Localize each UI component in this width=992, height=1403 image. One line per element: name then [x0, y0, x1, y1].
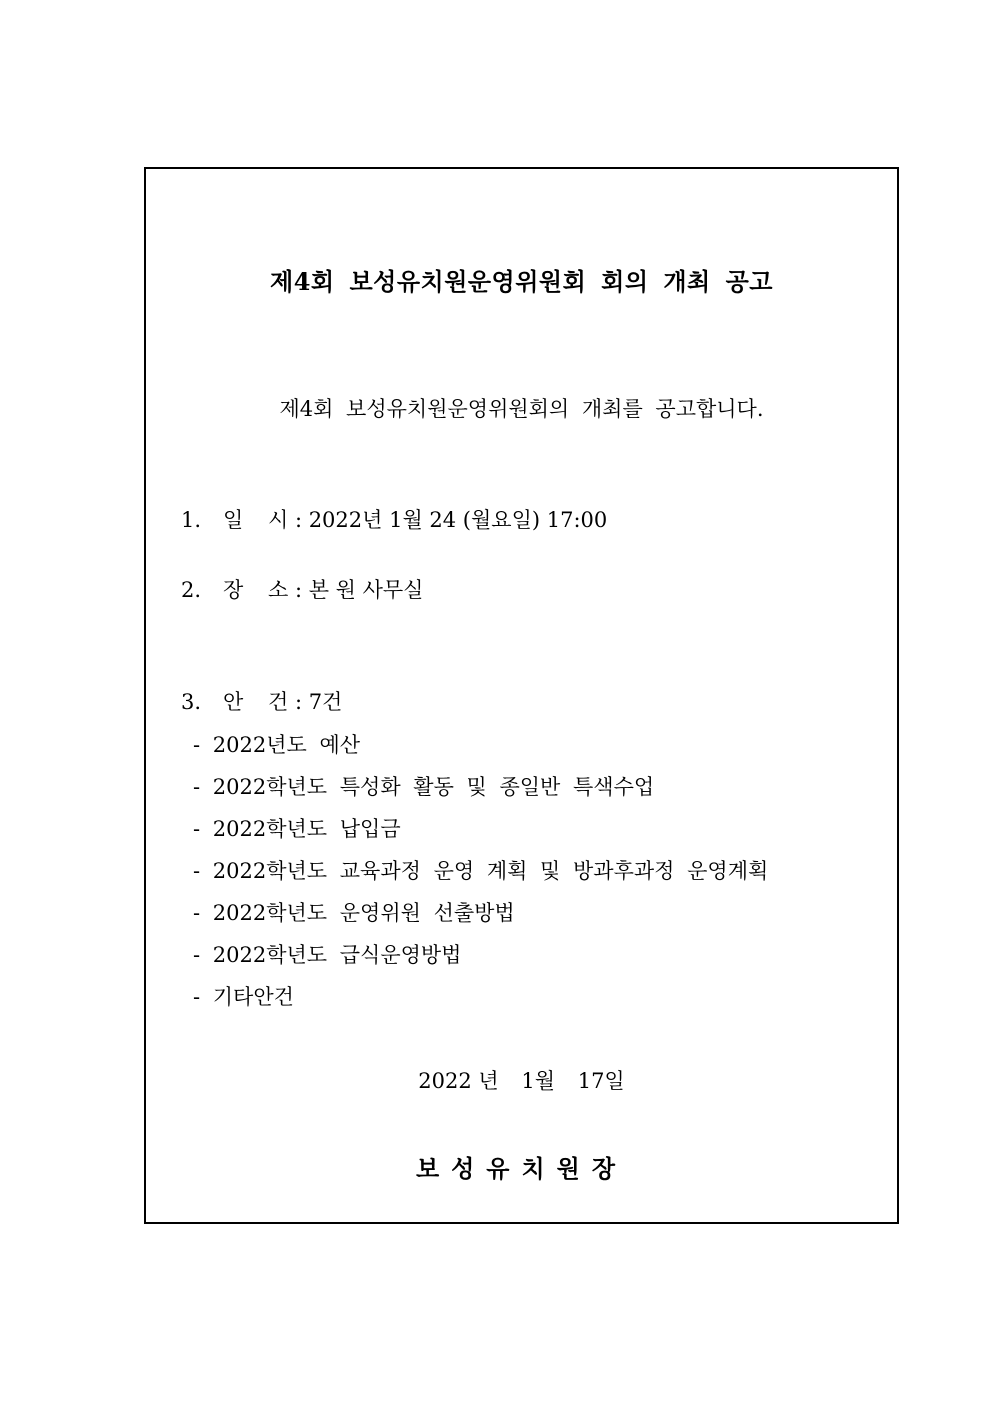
item-agenda	[181, 692, 342, 713]
agenda-item: - 2022학년도 납입금	[193, 817, 401, 841]
item-label: 일 시	[223, 508, 289, 532]
item-datetime	[181, 510, 607, 531]
date-year: 2022 년	[418, 1069, 499, 1093]
item-value: : 2022년 1월 24 (월요일) 17:00	[294, 508, 608, 532]
notice-frame	[144, 167, 899, 1224]
agenda-item: - 기타안건	[193, 985, 294, 1009]
item-label: 안 건	[223, 690, 289, 714]
item-value: : 7건	[294, 690, 343, 714]
item-label: 장 소	[223, 578, 289, 602]
item-number: 2.	[181, 578, 202, 602]
agenda-item: - 2022학년도 급식운영방법	[193, 943, 462, 967]
signature: 보성유치원장	[415, 1154, 628, 1183]
agenda-item: - 2022학년도 교육과정 운영 계획 및 방과후과정 운영계획	[193, 859, 769, 883]
item-number: 3.	[181, 690, 202, 714]
date-month: 1월	[521, 1069, 556, 1093]
date-day: 17일	[577, 1069, 625, 1093]
item-number: 1.	[181, 508, 202, 532]
agenda-item: - 2022학년도 특성화 활동 및 종일반 특색수업	[193, 775, 655, 799]
notice-title: 제4회 보성유치원운영위원회 회의 개최 공고	[270, 267, 773, 296]
item-value: : 본 원 사무실	[294, 578, 424, 602]
agenda-item: - 2022년도 예산	[193, 733, 361, 757]
notice-intro: 제4회 보성유치원운영위원회의 개최를 공고합니다.	[279, 397, 764, 421]
item-location	[181, 580, 423, 601]
notice-date	[146, 1071, 897, 1092]
agenda-item: - 2022학년도 운영위원 선출방법	[193, 901, 515, 925]
